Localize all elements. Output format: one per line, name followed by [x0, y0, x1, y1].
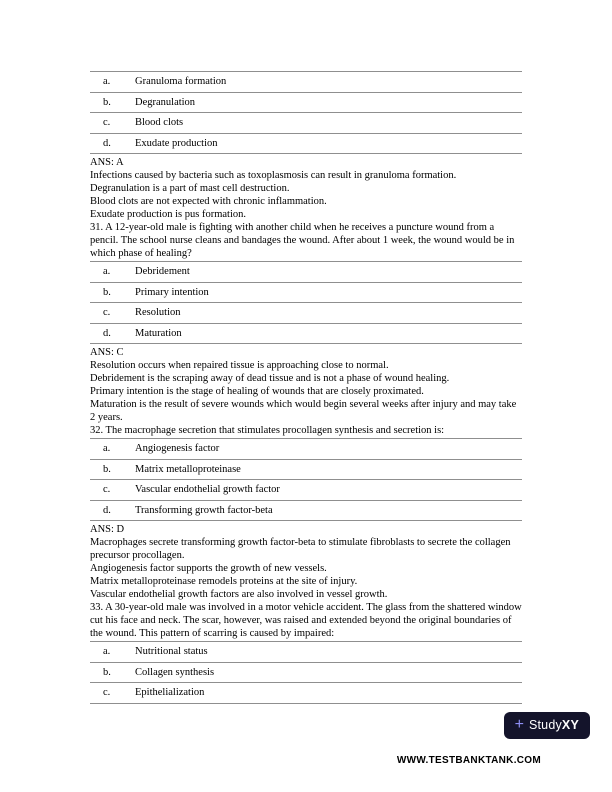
option-text: Maturation	[135, 323, 522, 344]
option-row	[90, 303, 522, 324]
rationale-line: Macrophages secrete transforming growth factor-beta to stimulate fibroblasts to secrete the collagen precursor procollagen.	[90, 537, 511, 561]
question-stem-32: 32. The macrophage secretion that stimulates procollagen synthesis and secretion is:	[90, 425, 445, 436]
option-letter: a.	[90, 72, 135, 93]
option-text: Resolution	[135, 303, 522, 324]
option-text: Primary intention	[135, 282, 522, 303]
option-letter: d.	[90, 323, 135, 344]
option-row	[90, 439, 522, 460]
answer-line-q31: ANS: C	[90, 347, 124, 358]
rationale-line: Primary intention is the stage of healing of wounds that are closely proximated.	[90, 386, 424, 397]
rationale-line: Exudate production is pus formation.	[90, 209, 247, 220]
option-row	[90, 282, 522, 303]
rationale-line: Resolution occurs when repaired tissue is approaching close to normal.	[90, 360, 389, 371]
option-text: Debridement	[135, 262, 522, 283]
option-text: Collagen synthesis	[135, 662, 522, 683]
question-stem-33: 33. A 30-year-old male was involved in a motor vehicle accident. The glass from the shattered window cut his face and neck. The scar, however, was raised and extended beyond the original boundaries of the wound. This pattern of scarring is caused by impaired:	[90, 602, 522, 639]
answer-line-q30: ANS: A	[90, 157, 124, 168]
option-row	[90, 113, 522, 134]
option-row	[90, 459, 522, 480]
option-row	[90, 323, 522, 344]
option-letter: b.	[90, 662, 135, 683]
page-content	[90, 70, 522, 706]
answer-line-q32: ANS: D	[90, 524, 125, 535]
plus-icon: +	[514, 716, 524, 733]
rationale-line: Degranulation is a part of mast cell destruction.	[90, 183, 290, 194]
option-text: Exudate production	[135, 133, 522, 154]
website-link[interactable]: WWW.TESTBANKTANK.COM	[396, 755, 541, 766]
option-text: Nutritional status	[135, 642, 522, 663]
option-row	[90, 480, 522, 501]
rationale-line: Maturation is the result of severe wounds which would begin several weeks after injury and may take 2 years.	[90, 399, 517, 423]
option-row	[90, 133, 522, 154]
rationale-line: Matrix metalloproteinase remodels proteins at the site of injury.	[90, 576, 358, 587]
option-letter: a.	[90, 642, 135, 663]
rationale-line: Blood clots are not expected with chronic inflammation.	[90, 196, 327, 207]
rationale-line: Debridement is the scraping away of dead tissue and is not a phase of wound healing.	[90, 373, 450, 384]
option-text: Blood clots	[135, 113, 522, 134]
option-letter: d.	[90, 500, 135, 521]
option-text: Angiogenesis factor	[135, 439, 522, 460]
brand-study-text: Study	[528, 718, 562, 732]
option-text: Degranulation	[135, 92, 522, 113]
option-letter: b.	[90, 459, 135, 480]
option-letter: c.	[90, 113, 135, 134]
option-row	[90, 72, 522, 93]
options-table-q32	[90, 438, 522, 521]
option-letter: b.	[90, 92, 135, 113]
option-row	[90, 92, 522, 113]
rationale-line: Infections caused by bacteria such as toxoplasmosis can result in granuloma formation.	[90, 170, 457, 181]
options-table-q33	[90, 641, 522, 704]
options-table-q31	[90, 261, 522, 344]
option-text: Granuloma formation	[135, 72, 522, 93]
option-text: Matrix metalloproteinase	[135, 459, 522, 480]
option-text: Vascular endothelial growth factor	[135, 480, 522, 501]
option-row	[90, 500, 522, 521]
option-row	[90, 683, 522, 704]
option-text: Transforming growth factor-beta	[135, 500, 522, 521]
option-letter: c.	[90, 480, 135, 501]
options-table-q30	[90, 71, 522, 154]
rationale-line: Angiogenesis factor supports the growth of new vessels.	[90, 563, 327, 574]
option-row	[90, 262, 522, 283]
question-stem-31: 31. A 12-year-old male is fighting with another child when he receives a puncture wound from a pencil. The school nurse cleans and bandages the wound. After about 1 week, the wound would be in which phase of healing?	[90, 222, 515, 259]
option-letter: c.	[90, 303, 135, 324]
option-row	[90, 662, 522, 683]
brand-xy-text: XY	[561, 718, 579, 732]
studyxy-logo	[504, 712, 590, 739]
option-text: Epithelialization	[135, 683, 522, 704]
option-letter: d.	[90, 133, 135, 154]
option-letter: b.	[90, 282, 135, 303]
rationale-line: Vascular endothelial growth factors are also involved in vessel growth.	[90, 589, 388, 600]
option-letter: a.	[90, 439, 135, 460]
option-row	[90, 642, 522, 663]
option-letter: c.	[90, 683, 135, 704]
option-letter: a.	[90, 262, 135, 283]
